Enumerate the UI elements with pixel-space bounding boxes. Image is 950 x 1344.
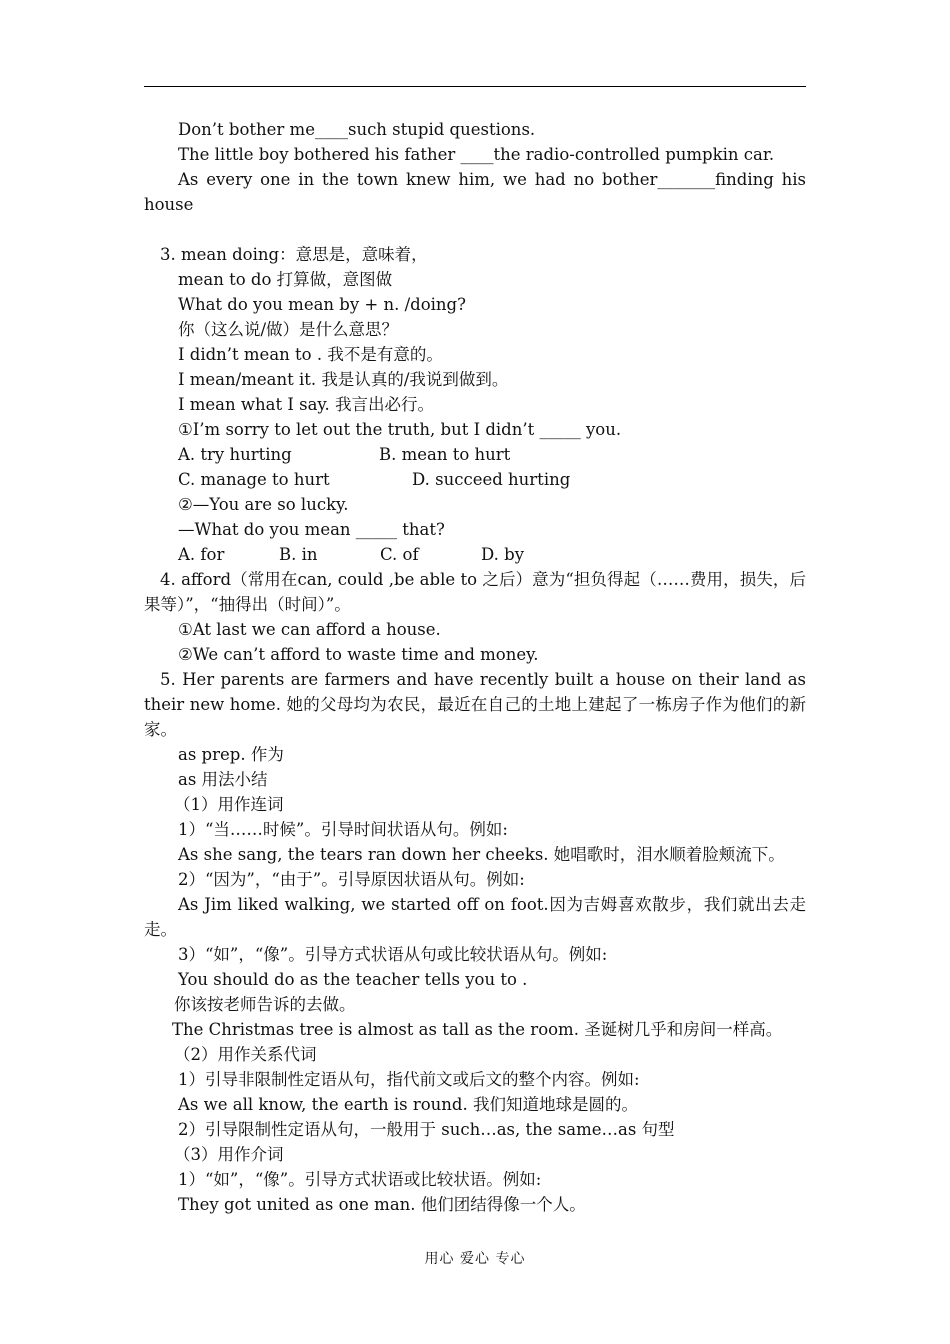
question: ①I’m sorry to let out the truth, but I didn’t _____ you. xyxy=(178,420,622,439)
example-line: 你该按老师告诉的去做。 xyxy=(174,995,356,1014)
example-line: ②We can’t afford to waste time and money. xyxy=(178,645,539,664)
example-line: The Christmas tree is almost as tall as the room. 圣诞树几乎和房间一样高。 xyxy=(172,1020,783,1039)
option: C. of xyxy=(380,545,419,564)
section-heading: 4. afford（常用在can, could ,be able to 之后）意为“担负得起（……费用，损失，后 xyxy=(160,570,806,589)
header-rule xyxy=(144,86,806,87)
example-line: They got united as one man. 他们团结得像一个人。 xyxy=(178,1195,586,1214)
example-line: house xyxy=(144,195,194,214)
subheading: （1）用作连词 xyxy=(174,795,284,814)
options-row xyxy=(144,442,806,467)
options-row xyxy=(144,542,806,567)
example-line: As we all know, the earth is round. 我们知道地球是圆的。 xyxy=(178,1095,638,1114)
example-line: As Jim liked walking, we started off on foot.因为吉姆喜欢散步，我们就出去走 xyxy=(178,895,806,914)
text-line: I mean what I say. 我言出必行。 xyxy=(178,395,435,414)
option: A. try hurting xyxy=(178,445,292,464)
example-line: You should do as the teacher tells you to . xyxy=(178,970,528,989)
example-line: As she sang, the tears ran down her cheeks. 她唱歌时，泪水顺着脸颊流下。 xyxy=(178,845,785,864)
option: D. succeed hurting xyxy=(412,470,571,489)
example-line: Don’t bother me____such stupid questions. xyxy=(178,120,536,139)
section-heading: 5. Her parents are farmers and have recently built a house on their land as xyxy=(160,670,806,689)
page-footer: 用心 爱心 专心 xyxy=(424,1251,526,1267)
document-body xyxy=(144,117,806,1217)
option: C. manage to hurt xyxy=(178,470,330,489)
text-line: 2）“因为”，“由于”。引导原因状语从句。例如: xyxy=(178,870,525,889)
text-line: I didn’t mean to . 我不是有意的。 xyxy=(178,345,443,364)
text-line: 果等）”，“抽得出（时间）”。 xyxy=(144,595,351,614)
text-line: 2）引导限制性定语从句，一般用于 such…as, the same…as 句型 xyxy=(178,1120,675,1139)
subheading: （3）用作介词 xyxy=(174,1145,284,1164)
text-line: 3）“如”，“像”。引导方式状语从句或比较状语从句。例如: xyxy=(178,945,608,964)
option: B. in xyxy=(279,545,318,564)
text-line: 1）引导非限制性定语从句，指代前文或后文的整个内容。例如: xyxy=(178,1070,640,1089)
example-line: The little boy bothered his father ____the radio-controlled pumpkin car. xyxy=(178,145,775,164)
subheading: （2）用作关系代词 xyxy=(174,1045,317,1064)
text-line: as prep. 作为 xyxy=(178,745,284,764)
example-line: 走。 xyxy=(144,920,177,939)
option: A. for xyxy=(178,545,225,564)
section-heading: 3. mean doing：意思是，意味着， xyxy=(160,245,428,264)
option: D. by xyxy=(481,545,525,564)
text-line: 你（这么说/做）是什么意思？ xyxy=(178,320,399,339)
options-row xyxy=(144,467,806,492)
question: ②—You are so lucky. xyxy=(178,495,349,514)
text-line: 1）“如”，“像”。引导方式状语或比较状语。例如: xyxy=(178,1170,542,1189)
text-line: What do you mean by + n. /doing? xyxy=(178,295,466,314)
text-line: I mean/meant it. 我是认真的/我说到做到。 xyxy=(178,370,509,389)
text-line: mean to do 打算做，意图做 xyxy=(178,270,393,289)
text-line: as 用法小结 xyxy=(178,770,268,789)
text-line: 家。 xyxy=(144,720,177,739)
text-line: their new home. 她的父母均为农民，最近在自己的土地上建起了一栋房子作为他们的新 xyxy=(144,695,806,714)
option: B. mean to hurt xyxy=(379,445,511,464)
example-line: ①At last we can afford a house. xyxy=(178,620,441,639)
text-line: 1）“当……时候”。引导时间状语从句。例如: xyxy=(178,820,508,839)
example-line: As every one in the town knew him, we had no bother_______finding his xyxy=(178,170,806,189)
question: —What do you mean _____ that? xyxy=(178,520,445,539)
